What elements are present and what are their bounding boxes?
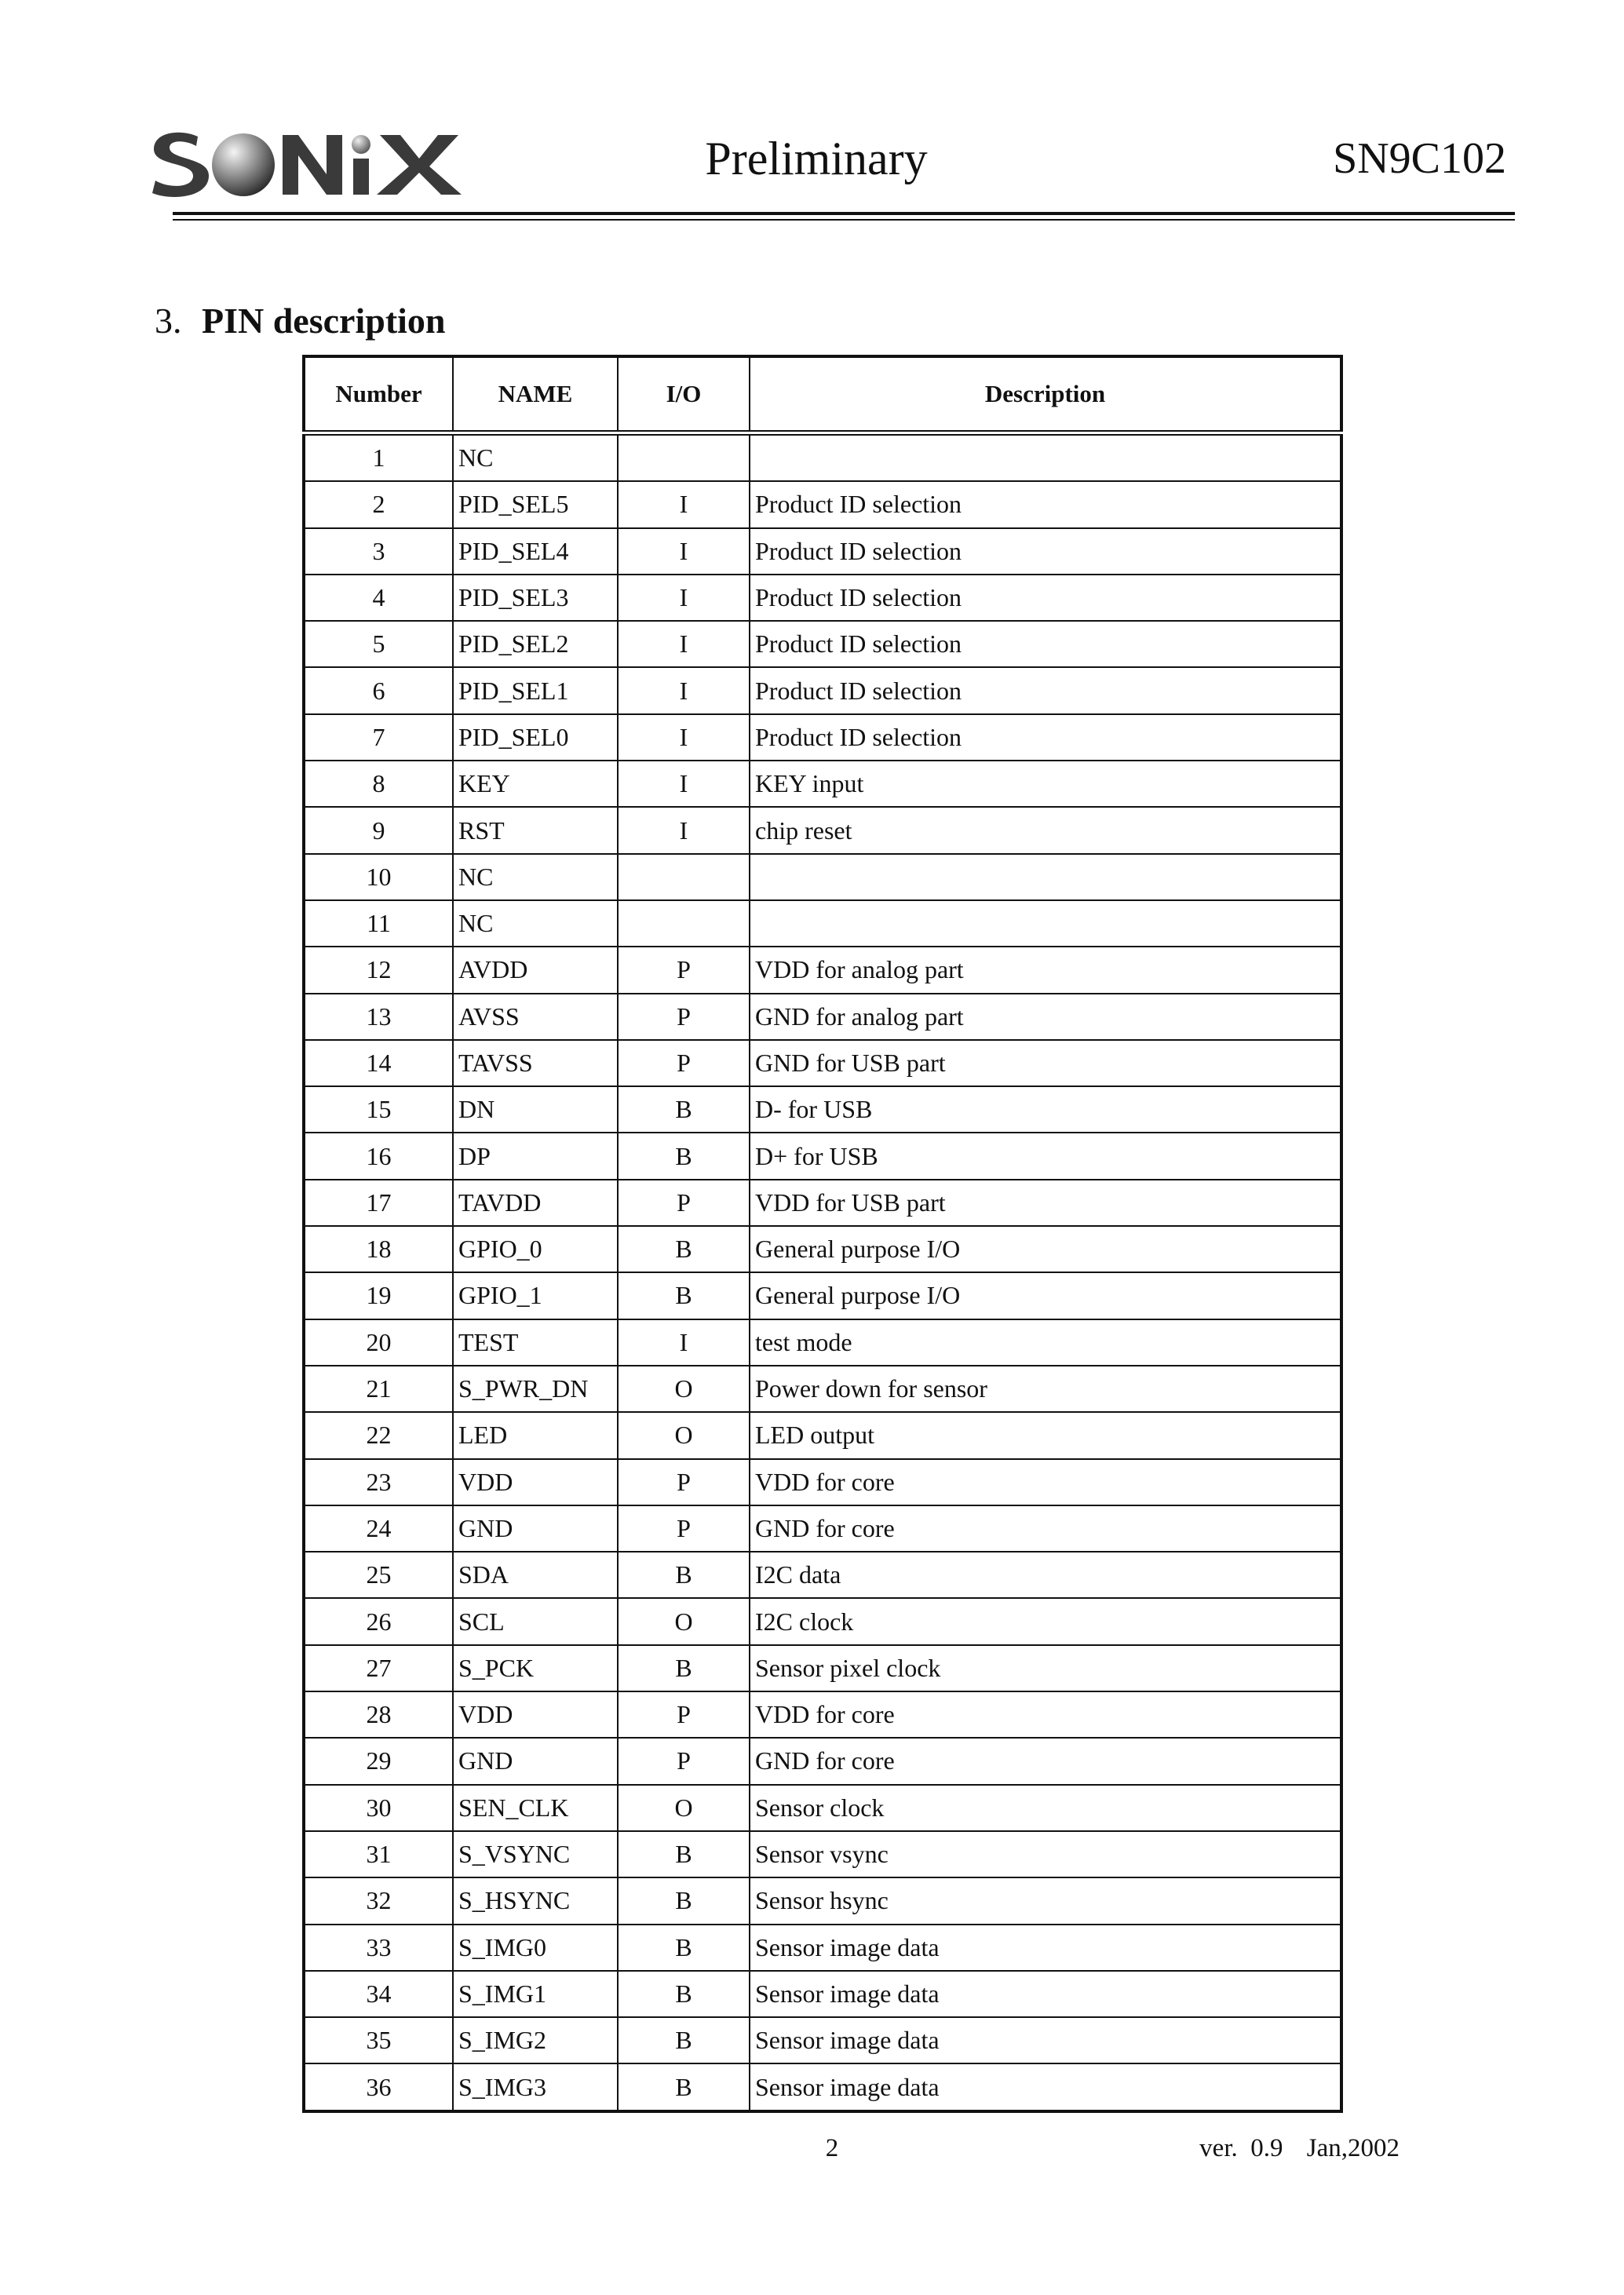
table-row: [304, 1738, 1341, 1784]
pin-description-cell: Sensor pixel clock: [750, 1645, 1341, 1691]
pin-number-cell: 13: [304, 994, 453, 1040]
pin-number-cell: 4: [304, 575, 453, 621]
table-row: [304, 621, 1341, 667]
pin-io-cell: B: [618, 2063, 750, 2111]
table-row: [304, 1552, 1341, 1598]
pin-number-cell: 27: [304, 1645, 453, 1691]
table-row: [304, 667, 1341, 713]
pin-number-cell: 29: [304, 1738, 453, 1784]
pin-description-cell: GND for core: [750, 1505, 1341, 1552]
pin-io-cell: P: [618, 1040, 750, 1086]
pin-number-cell: 8: [304, 761, 453, 807]
pin-description-cell: LED output: [750, 1412, 1341, 1458]
pin-number-cell: 28: [304, 1691, 453, 1738]
pin-number-cell: 16: [304, 1133, 453, 1179]
pin-name-cell: S_PWR_DN: [453, 1366, 618, 1412]
pin-description-cell: VDD for analog part: [750, 947, 1341, 993]
pin-name-cell: DP: [453, 1133, 618, 1179]
table-row: [304, 1319, 1341, 1366]
pin-io-cell: B: [618, 1552, 750, 1598]
pin-description-cell: Sensor image data: [750, 2063, 1341, 2111]
pin-description-cell: GND for USB part: [750, 1040, 1341, 1086]
pin-number-cell: 11: [304, 900, 453, 947]
pin-description-cell: Product ID selection: [750, 621, 1341, 667]
pin-name-cell: SEN_CLK: [453, 1785, 618, 1831]
release-date: Jan,2002: [1306, 2134, 1400, 2162]
column-header-description: Description: [750, 356, 1341, 433]
pin-number-cell: 2: [304, 481, 453, 527]
pin-io-cell: P: [618, 1505, 750, 1552]
pin-description-cell: Sensor image data: [750, 2017, 1341, 2063]
table-row: [304, 1831, 1341, 1877]
pin-number-cell: 21: [304, 1366, 453, 1412]
table-row: [304, 1925, 1341, 1971]
pin-name-cell: LED: [453, 1412, 618, 1458]
pin-number-cell: 10: [304, 854, 453, 900]
pin-name-cell: VDD: [453, 1691, 618, 1738]
section-heading: [155, 294, 446, 348]
table-row: [304, 1272, 1341, 1319]
version-info: [1199, 2129, 1400, 2168]
pin-description-cell: VDD for core: [750, 1691, 1341, 1738]
pin-io-cell: I: [618, 575, 750, 621]
pin-number-cell: 31: [304, 1831, 453, 1877]
table-row: [304, 1877, 1341, 1924]
pin-io-cell: I: [618, 481, 750, 527]
pin-io-cell: I: [618, 714, 750, 761]
pin-name-cell: PID_SEL0: [453, 714, 618, 761]
pin-name-cell: NC: [453, 900, 618, 947]
pin-io-cell: B: [618, 1272, 750, 1319]
pin-number-cell: 3: [304, 528, 453, 575]
pin-name-cell: S_IMG0: [453, 1925, 618, 1971]
pin-name-cell: AVSS: [453, 994, 618, 1040]
section-title: PIN description: [202, 301, 446, 341]
pin-number-cell: 26: [304, 1598, 453, 1644]
pin-number-cell: 12: [304, 947, 453, 993]
pin-io-cell: O: [618, 1785, 750, 1831]
pin-io-cell: I: [618, 1319, 750, 1366]
pin-io-cell: P: [618, 1180, 750, 1226]
pin-description-cell: KEY input: [750, 761, 1341, 807]
pin-io-cell: P: [618, 1691, 750, 1738]
pin-name-cell: TAVSS: [453, 1040, 618, 1086]
table-row: [304, 1180, 1341, 1226]
pin-io-cell: B: [618, 1086, 750, 1133]
pin-name-cell: DN: [453, 1086, 618, 1133]
pin-number-cell: 1: [304, 433, 453, 482]
pin-description-cell: General purpose I/O: [750, 1226, 1341, 1272]
pin-description-cell: Sensor image data: [750, 1925, 1341, 1971]
table-row: [304, 1366, 1341, 1412]
pin-description-cell: I2C data: [750, 1552, 1341, 1598]
table-row: [304, 1598, 1341, 1644]
pin-number-cell: 19: [304, 1272, 453, 1319]
pin-name-cell: PID_SEL2: [453, 621, 618, 667]
pin-description-cell: GND for core: [750, 1738, 1341, 1784]
table-row: [304, 1412, 1341, 1458]
pin-io-cell: O: [618, 1412, 750, 1458]
pin-io-cell: P: [618, 994, 750, 1040]
pin-io-cell: [618, 854, 750, 900]
table-row: [304, 994, 1341, 1040]
pin-description-cell: GND for analog part: [750, 994, 1341, 1040]
pin-io-cell: B: [618, 1645, 750, 1691]
pin-number-cell: 7: [304, 714, 453, 761]
table-body: [304, 433, 1341, 2111]
table-row: [304, 900, 1341, 947]
pin-io-cell: I: [618, 807, 750, 853]
pin-name-cell: S_VSYNC: [453, 1831, 618, 1877]
pin-description-cell: Sensor hsync: [750, 1877, 1341, 1924]
part-number: SN9C102: [1333, 134, 1506, 183]
pin-number-cell: 36: [304, 2063, 453, 2111]
page-number: 2: [825, 2134, 839, 2162]
pin-name-cell: TEST: [453, 1319, 618, 1366]
pin-description-cell: Product ID selection: [750, 714, 1341, 761]
header-rule-thin: [173, 219, 1515, 221]
pin-io-cell: B: [618, 1877, 750, 1924]
pin-number-cell: 32: [304, 1877, 453, 1924]
pin-description-cell: Sensor vsync: [750, 1831, 1341, 1877]
page-header: [0, 0, 1624, 228]
pin-number-cell: 35: [304, 2017, 453, 2063]
pin-number-cell: 17: [304, 1180, 453, 1226]
table-row: [304, 761, 1341, 807]
pin-name-cell: VDD: [453, 1459, 618, 1505]
pin-description-cell: Sensor image data: [750, 1971, 1341, 2017]
pin-name-cell: PID_SEL5: [453, 481, 618, 527]
pin-number-cell: 14: [304, 1040, 453, 1086]
header-rule-thick: [173, 212, 1515, 215]
pin-description-cell: D- for USB: [750, 1086, 1341, 1133]
pin-number-cell: 23: [304, 1459, 453, 1505]
table-row: [304, 714, 1341, 761]
pin-io-cell: I: [618, 667, 750, 713]
pin-description-cell: I2C clock: [750, 1598, 1341, 1644]
table-row: [304, 1086, 1341, 1133]
pin-number-cell: 9: [304, 807, 453, 853]
table-row: [304, 1226, 1341, 1272]
table-row: [304, 2017, 1341, 2063]
pin-name-cell: PID_SEL4: [453, 528, 618, 575]
column-header-number: Number: [304, 356, 453, 433]
pin-description-cell: [750, 900, 1341, 947]
pin-io-cell: I: [618, 528, 750, 575]
pin-description-cell: [750, 433, 1341, 482]
pin-number-cell: 24: [304, 1505, 453, 1552]
table-row: [304, 433, 1341, 482]
pin-name-cell: S_PCK: [453, 1645, 618, 1691]
pin-io-cell: B: [618, 2017, 750, 2063]
pin-io-cell: P: [618, 1738, 750, 1784]
pin-name-cell: GPIO_0: [453, 1226, 618, 1272]
pin-number-cell: 33: [304, 1925, 453, 1971]
pin-io-cell: O: [618, 1366, 750, 1412]
pin-description-cell: Product ID selection: [750, 667, 1341, 713]
pin-description-table: [302, 355, 1343, 2113]
pin-name-cell: PID_SEL1: [453, 667, 618, 713]
pin-io-cell: [618, 900, 750, 947]
pin-io-cell: P: [618, 1459, 750, 1505]
pin-io-cell: O: [618, 1598, 750, 1644]
pin-io-cell: [618, 433, 750, 482]
version-label: ver. 0.9: [1199, 2134, 1283, 2162]
pin-io-cell: B: [618, 1831, 750, 1877]
pin-io-cell: B: [618, 1925, 750, 1971]
sonix-logo: [149, 126, 471, 200]
table-row: [304, 1040, 1341, 1086]
pin-name-cell: S_HSYNC: [453, 1877, 618, 1924]
pin-number-cell: 5: [304, 621, 453, 667]
pin-io-cell: I: [618, 621, 750, 667]
preliminary-label: Preliminary: [705, 133, 928, 184]
table-row: [304, 807, 1341, 853]
pin-description-cell: Product ID selection: [750, 528, 1341, 575]
pin-io-cell: B: [618, 1971, 750, 2017]
table-row: [304, 1971, 1341, 2017]
table-row: [304, 1691, 1341, 1738]
pin-description-cell: VDD for core: [750, 1459, 1341, 1505]
pin-io-cell: B: [618, 1133, 750, 1179]
table-row: [304, 1505, 1341, 1552]
pin-number-cell: 20: [304, 1319, 453, 1366]
table-row: [304, 1645, 1341, 1691]
pin-name-cell: RST: [453, 807, 618, 853]
pin-name-cell: S_IMG1: [453, 1971, 618, 2017]
pin-number-cell: 34: [304, 1971, 453, 2017]
table-row: [304, 947, 1341, 993]
pin-name-cell: PID_SEL3: [453, 575, 618, 621]
table-row: [304, 1133, 1341, 1179]
pin-name-cell: AVDD: [453, 947, 618, 993]
table-row: [304, 1785, 1341, 1831]
pin-number-cell: 15: [304, 1086, 453, 1133]
pin-number-cell: 6: [304, 667, 453, 713]
pin-io-cell: P: [618, 947, 750, 993]
pin-number-cell: 25: [304, 1552, 453, 1598]
pin-name-cell: S_IMG2: [453, 2017, 618, 2063]
pin-name-cell: KEY: [453, 761, 618, 807]
column-header-io: I/O: [618, 356, 750, 433]
pin-name-cell: GND: [453, 1738, 618, 1784]
pin-description-cell: chip reset: [750, 807, 1341, 853]
column-header-name: NAME: [453, 356, 618, 433]
pin-description-cell: test mode: [750, 1319, 1341, 1366]
pin-name-cell: GPIO_1: [453, 1272, 618, 1319]
table-header-row: [304, 356, 1341, 433]
pin-description-cell: D+ for USB: [750, 1133, 1341, 1179]
pin-name-cell: NC: [453, 433, 618, 482]
section-number: 3.: [155, 301, 182, 341]
pin-io-cell: I: [618, 761, 750, 807]
pin-name-cell: GND: [453, 1505, 618, 1552]
pin-io-cell: B: [618, 1226, 750, 1272]
pin-number-cell: 18: [304, 1226, 453, 1272]
pin-description-cell: General purpose I/O: [750, 1272, 1341, 1319]
pin-name-cell: TAVDD: [453, 1180, 618, 1226]
pin-name-cell: NC: [453, 854, 618, 900]
pin-description-cell: Sensor clock: [750, 1785, 1341, 1831]
table-row: [304, 854, 1341, 900]
pin-description-cell: Product ID selection: [750, 481, 1341, 527]
pin-name-cell: S_IMG3: [453, 2063, 618, 2111]
pin-description-cell: Product ID selection: [750, 575, 1341, 621]
table-row: [304, 575, 1341, 621]
pin-description-cell: VDD for USB part: [750, 1180, 1341, 1226]
table-row: [304, 528, 1341, 575]
table-row: [304, 1459, 1341, 1505]
pin-name-cell: SCL: [453, 1598, 618, 1644]
pin-number-cell: 22: [304, 1412, 453, 1458]
pin-description-cell: Power down for sensor: [750, 1366, 1341, 1412]
table-row: [304, 2063, 1341, 2111]
pin-name-cell: SDA: [453, 1552, 618, 1598]
pin-description-cell: [750, 854, 1341, 900]
table-row: [304, 481, 1341, 527]
pin-number-cell: 30: [304, 1785, 453, 1831]
